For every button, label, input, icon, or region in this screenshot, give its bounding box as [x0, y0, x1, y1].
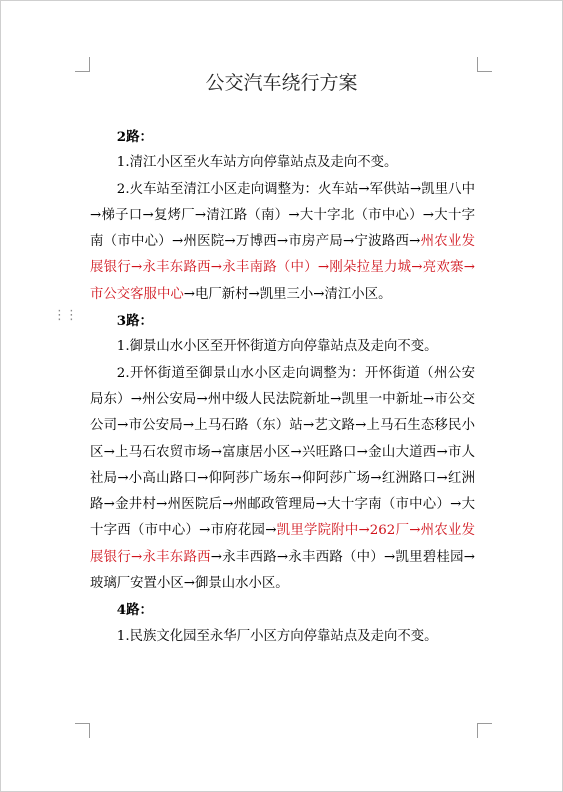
paragraph — [90, 624, 475, 650]
section-heading: 4路： — [116, 602, 153, 619]
paragraph — [90, 334, 475, 360]
route-text: →电厂新村→凯里三小→清江小区。 — [183, 286, 392, 302]
document-title: 公交汽车绕行方案 — [205, 72, 358, 94]
route-text: 1.民族文化园至永华厂小区方向停靠站点及走向不变。 — [116, 628, 438, 644]
crop-mark-bottom-left — [75, 723, 90, 738]
section-heading: 2路： — [116, 129, 153, 145]
highlighted-route-text: 凯里学院附中→262厂→州农业发展银行→永丰东路西 — [90, 523, 475, 565]
document-body — [90, 124, 475, 650]
route-text: →永丰西路→永丰西路（中）→凯里碧桂园→玻璃厂安置小区→御景山水小区。 — [90, 549, 475, 592]
paragraph — [90, 361, 475, 598]
highlighted-route-text: 州农业发展银行→永丰东路西→永丰南路（中）→刚朵拉星力城→亮欢寨→市公交客服中心 — [90, 234, 475, 302]
drag-handle-icon[interactable]: ⋮⋮ — [53, 308, 77, 323]
route-text: 2.火车站至清江小区走向调整为：火车站→军供站→凯里八中→梯子口→复烤厂→清江路（南）→大十字北（市中心）→大十字南（市中心）→州医院→万博西→市房产局→宁波路西→ — [90, 181, 475, 250]
section-heading: 3路： — [116, 313, 153, 330]
route-text: 1.御景山水小区至开怀街道方向停靠站点及走向不变。 — [116, 339, 438, 355]
route-text: 2.开怀街道至御景山水小区走向调整为：开怀街道（州公安局东）→州公安局→州中级人民法院新址→凯里一中新址→市公交公司→市公安局→上马石路（东）站→艺文路→上马石生态移民小区→上马石农贸市场→富康居小区→兴旺路口→金山大道西→市人社局→小高山路口→仰阿莎广场东→仰阿莎广场→红洲路口→红洲路→金井村→州医院后→州邮政管理局→大十字南（市中心）→大十字西（市中心）→市府花园→ — [90, 365, 475, 539]
paragraph — [90, 177, 475, 308]
paragraph — [90, 150, 475, 176]
crop-mark-bottom-right — [477, 723, 492, 738]
route-text: 1.清江小区至火车站方向停靠站点及走向不变。 — [116, 155, 398, 171]
